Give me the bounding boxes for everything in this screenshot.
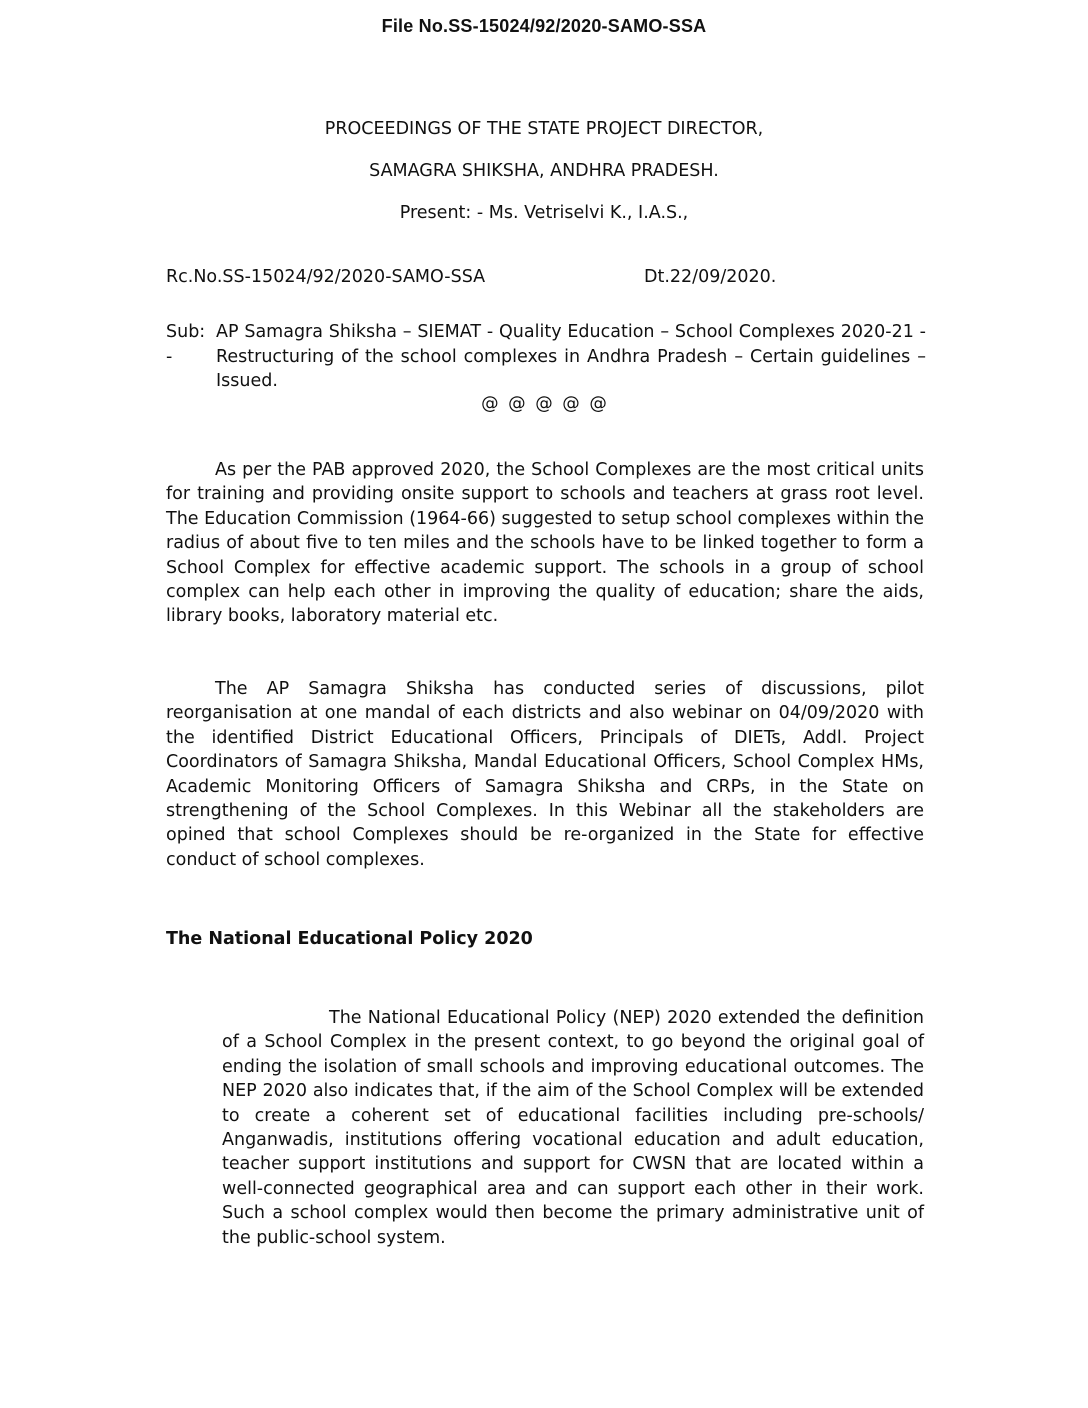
reference-row xyxy=(166,267,926,287)
subject-dash: - xyxy=(166,346,173,367)
reference-date: Dt.22/09/2020. xyxy=(644,267,777,287)
paragraph-text: The National Educational Policy (NEP) 2020 extended the definition of a School Complex in the present context, to go beyond the original goal of ending the isolation of small schools and improving educational outcomes. The NEP 2020 also indicates that, if the aim of the School Complex will be extended to create a coherent set of educational facilities including pre-schools/ Anganwadis, institutions offering vocational education and adult education, teacher support institutions and support for CWSN that are located within a well-connected geographical area and can support each other in their work. Such a school complex would then become the primary administrative unit of the public-school system. xyxy=(222,1008,924,1248)
file-number: File No.SS-15024/92/2020-SAMO-SSA xyxy=(381,16,707,36)
subject-label: Sub: xyxy=(166,322,206,342)
subject-block xyxy=(166,320,926,394)
proceedings-heading: PROCEEDINGS OF THE STATE PROJECT DIRECTOR, xyxy=(324,119,764,139)
paragraph-discussions xyxy=(166,677,924,872)
paragraph-text: The AP Samagra Shiksha has conducted series of discussions, pilot reorganisation at one mandal of each districts and also webinar on 04/09/2020 with the identified District Educational Officers, Principals of DIETs, Addl. Project Coordinators of Samagra Shiksha, Mandal Educational Officers, School Complex HMs, Academic Monitoring Officers of Samagra Shiksha and CRPs, in the State on strengthening of the School Complexes. In this Webinar all the stakeholders are opined that school Complexes should be re-organized in the State for effective conduct of school complexes. xyxy=(166,679,924,870)
separator: @ @ @ @ @ xyxy=(481,394,607,414)
paragraph-nep xyxy=(222,1006,924,1250)
section-title: The National Educational Policy 2020 xyxy=(166,929,533,949)
organization-heading: SAMAGRA SHIKSHA, ANDHRA PRADESH. xyxy=(369,161,719,181)
rc-number: Rc.No.SS-15024/92/2020-SAMO-SSA xyxy=(166,267,486,287)
present-officer: Present: - Ms. Vetriselvi K., I.A.S., xyxy=(399,203,689,223)
subject-text: AP Samagra Shiksha – SIEMAT - Quality Education – School Complexes 2020-21 - Restructuring of the school complexes in Andhra Pradesh – Certain guidelines – Issued. xyxy=(216,322,926,391)
paragraph-school-complexes xyxy=(166,458,924,629)
paragraph-text: As per the PAB approved 2020, the School Complexes are the most critical units for training and providing onsite support to schools and teachers at grass root level. The Education Commission (1964-66) suggested to setup school complexes within the radius of about five to ten miles and the schools have to be linked together to form a School Complex for effective academic support. The schools in a group of school complex can help each other in improving the quality of education; share the aids, library books, laboratory material etc. xyxy=(166,460,924,627)
